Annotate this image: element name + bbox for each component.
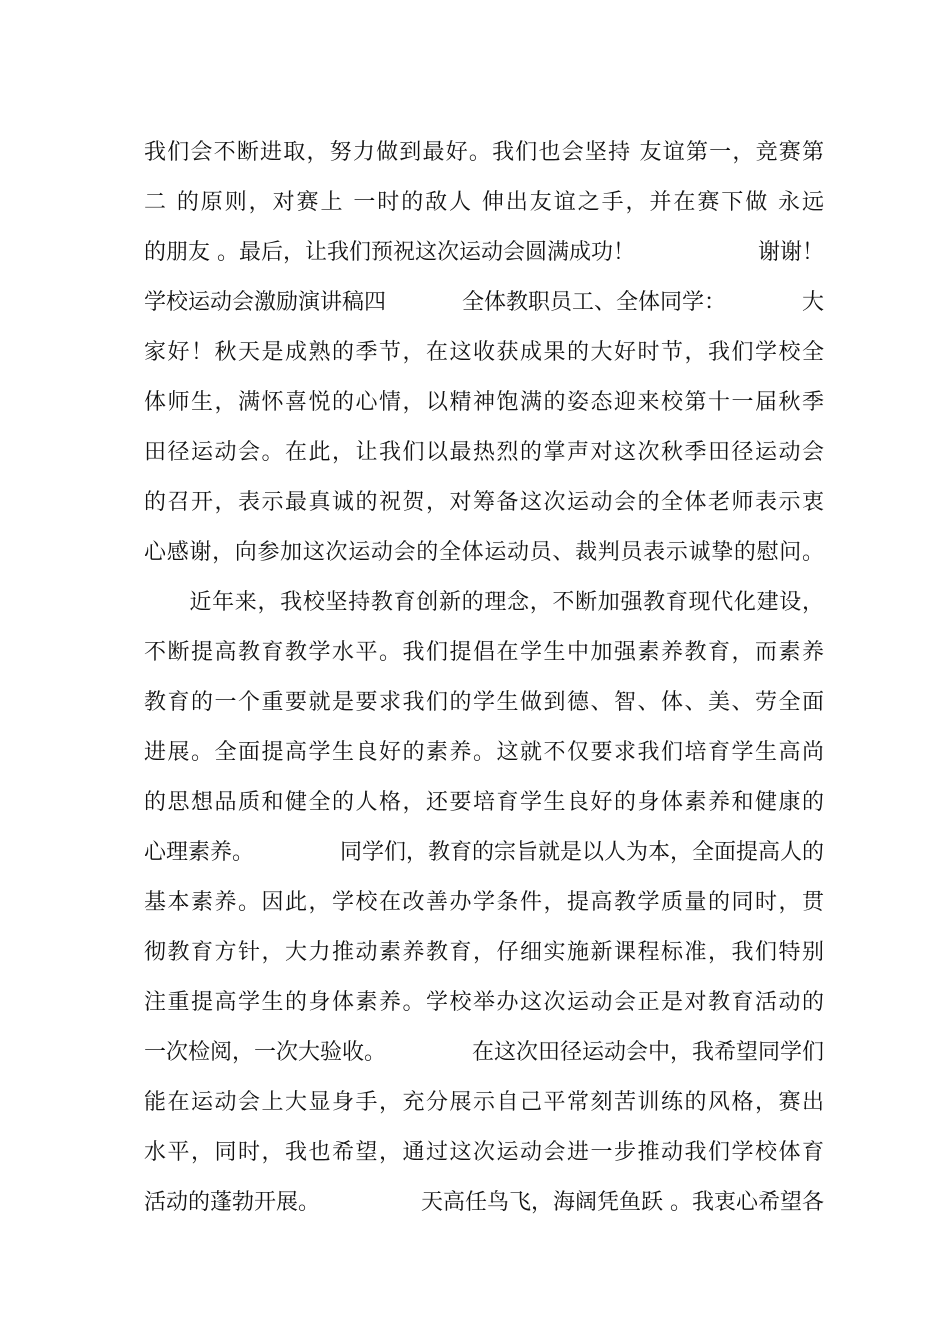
text-segment: 注重提高学生的身体素养。学校举办这次运动会正是对教育活动的 (144, 990, 826, 1015)
text-line (144, 528, 824, 578)
text-line (144, 278, 824, 328)
text-line (144, 978, 824, 1028)
text-segment: 田径运动会。在此，让我们以最热烈的掌声对这次秋季田径运动会 (144, 440, 826, 465)
text-segment: 学校运动会激励演讲稿四 (144, 290, 387, 315)
text-line (144, 228, 824, 278)
text-line (144, 328, 824, 378)
text-segment: 二 的原则，对赛上 一时的敌人 伸出友谊之手，并在赛下做 永远 (144, 190, 826, 215)
text-line (144, 778, 824, 828)
text-segment: 教育的一个重要就是要求我们的学生做到德、智、体、美、劳全面 (144, 690, 826, 715)
text-line (144, 1128, 824, 1178)
text-segment: 在这次田径运动会中，我希望同学们 (471, 1040, 824, 1065)
text-segment: 心感谢，向参加这次运动会的全体运动员、裁判员表示诚挚的慰问。 (144, 540, 825, 565)
text-segment: 谢谢！ (757, 240, 824, 265)
text-line (144, 1178, 824, 1228)
text-segment: 活动的蓬勃开展。 (144, 1190, 321, 1215)
text-line (144, 628, 824, 678)
text-line (144, 678, 824, 728)
text-segment: 能在运动会上大显身手，充分展示自己平常刻苦训练的风格，赛出 (144, 1090, 826, 1115)
text-line (144, 1078, 824, 1128)
text-line (144, 378, 824, 428)
text-line (144, 928, 824, 978)
text-segment: 的召开，表示最真诚的祝贺，对筹备这次运动会的全体老师表示衷 (144, 490, 826, 515)
text-segment: 彻教育方针，大力推动素养教育，仔细实施新课程标准，我们特别 (144, 940, 826, 965)
text-segment: 的思想品质和健全的人格，还要培育学生良好的身体素养和健康的 (144, 790, 826, 815)
text-line (144, 828, 824, 878)
text-segment: 我们会不断进取，努力做到最好。我们也会坚持 友谊第一，竞赛第 (144, 140, 826, 165)
text-segment: 同学们，教育的宗旨就是以人为本，全面提高人的 (339, 840, 824, 865)
text-segment: 近年来，我校坚持教育创新的理念，不断加强教育现代化建设， (144, 590, 825, 615)
text-segment: 的朋友 。最后，让我们预祝这次运动会圆满成功！ (144, 240, 635, 265)
text-segment: 基本素养。因此，学校在改善办学条件，提高教学质量的同时，贯 (144, 890, 826, 915)
text-segment: 体师生，满怀喜悦的心情，以精神饱满的姿态迎来校第十一届秋季 (144, 390, 826, 415)
text-line (144, 128, 824, 178)
text-line (144, 178, 824, 228)
text-segment: 大 (801, 290, 824, 315)
text-segment: 全体教职员工、全体同学： (461, 290, 726, 315)
text-segment: 家好！秋天是成熟的季节，在这收获成果的大好时节，我们学校全 (144, 340, 826, 365)
text-segment: 天高任鸟飞，海阔凭鱼跃 。我衷心希望各 (421, 1190, 824, 1215)
text-segment: 心理素养。 (144, 840, 255, 865)
speech-text-body (144, 128, 824, 1228)
text-line (144, 878, 824, 928)
text-line (144, 728, 824, 778)
text-line (144, 478, 824, 528)
text-line (144, 428, 824, 478)
text-segment: 一次检阅，一次大验收。 (144, 1040, 387, 1065)
text-line (144, 578, 824, 628)
text-segment: 不断提高教育教学水平。我们提倡在学生中加强素养教育，而素养 (144, 640, 826, 665)
text-segment: 进展。全面提高学生良好的素养。这就不仅要求我们培育学生高尚 (144, 740, 826, 765)
text-segment: 水平，同时，我也希望，通过这次运动会进一步推动我们学校体育 (144, 1140, 826, 1165)
text-line (144, 1028, 824, 1078)
